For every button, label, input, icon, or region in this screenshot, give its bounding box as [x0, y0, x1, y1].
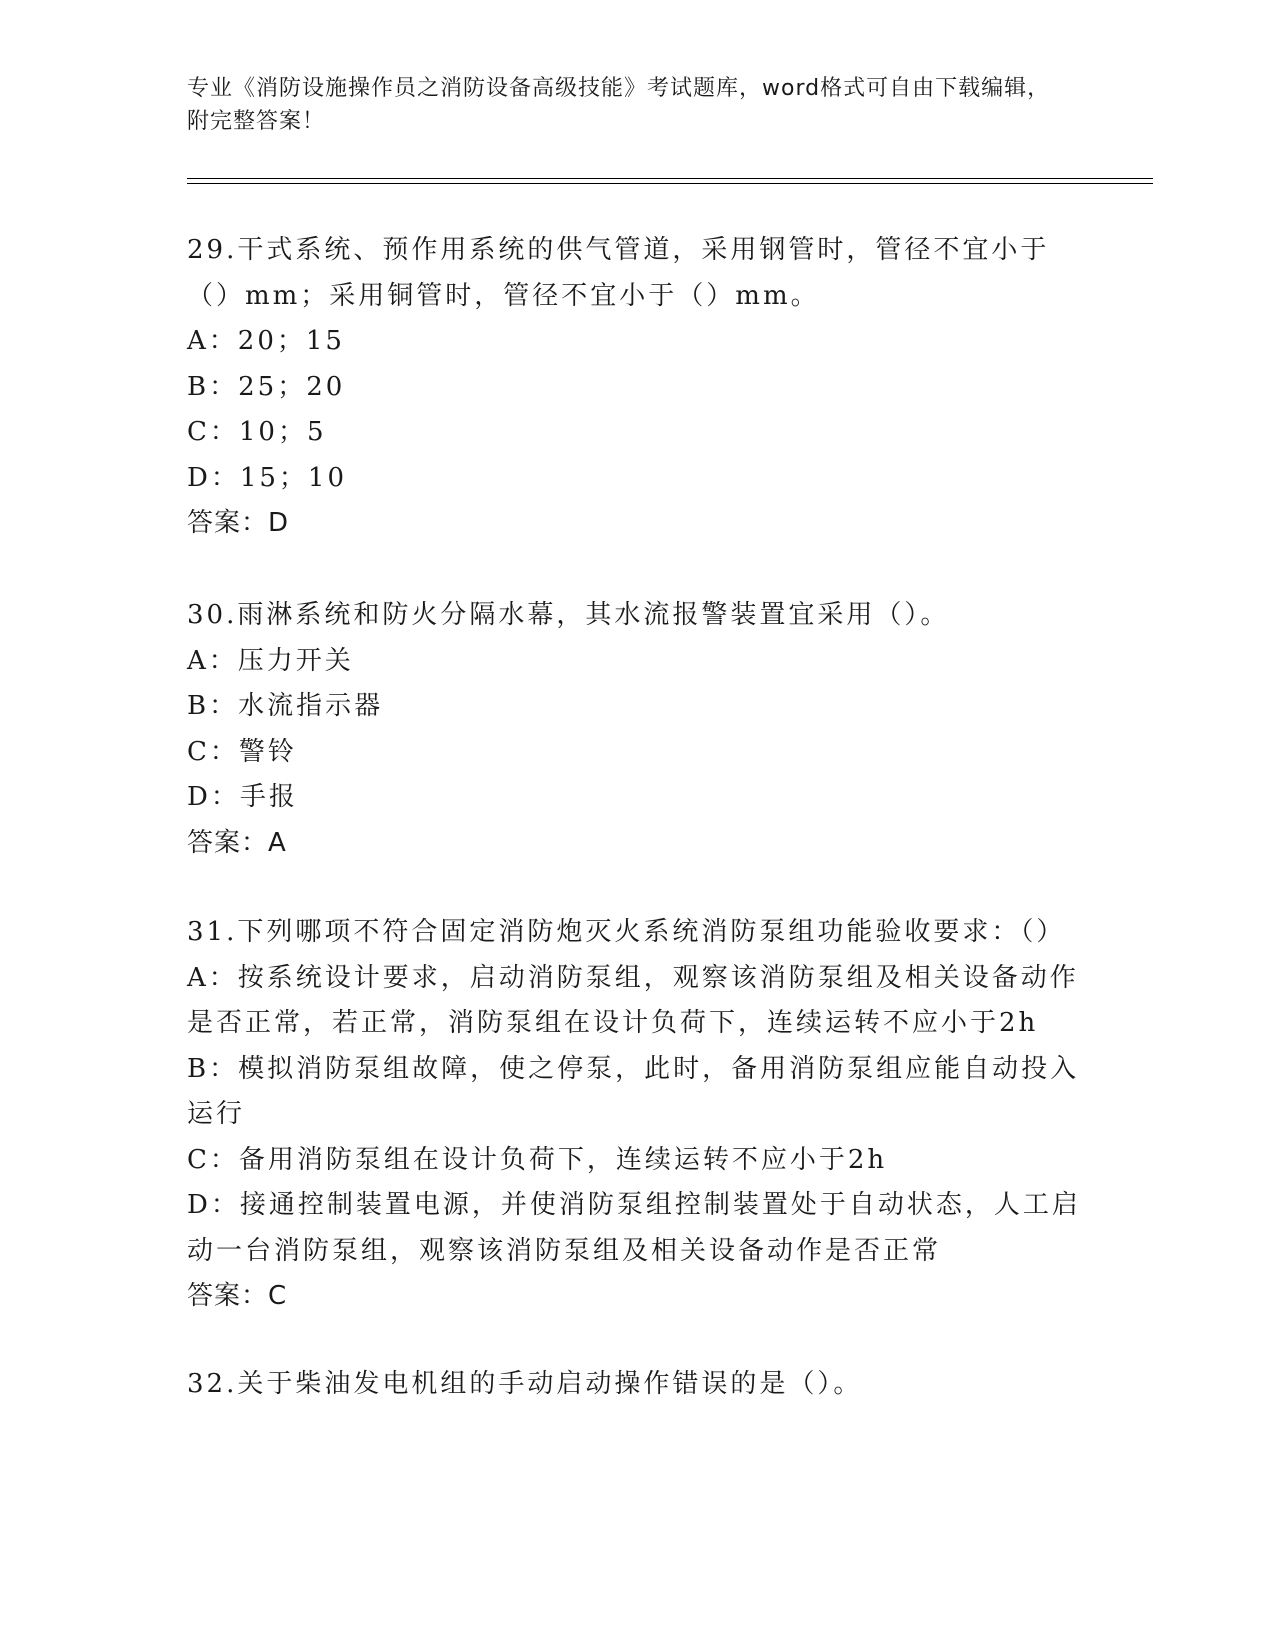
answer-line: 答案：D: [187, 508, 290, 538]
question-29: [187, 228, 1087, 547]
option-b: B：25；20: [187, 371, 346, 402]
answer-line: 答案：A: [187, 827, 287, 858]
document-header: 专业《消防设施操作员之消防设备高级技能》考试题库，word格式可自由下载编辑，附完整答案！: [187, 76, 1051, 134]
option-d: D：15；10: [187, 462, 348, 493]
answer-line: 答案：C: [187, 1281, 288, 1311]
question-stem: 30.雨淋系统和防火分隔水幕，其水流报警装置宜采用（）。: [187, 600, 950, 630]
question-stem: 29.干式系统、预作用系统的供气管道，采用钢管时，管径不宜小于（）mm；采用铜管时，管径不宜小于（）mm。: [187, 235, 1050, 311]
option-c: C：备用消防泵组在设计负荷下，连续运转不应小于2h: [187, 1144, 888, 1175]
option-d: D：接通控制装置电源，并使消防泵组控制装置处于自动状态，人工启动一台消防泵组，观察该消防泵组及相关设备动作是否正常: [187, 1190, 1081, 1266]
option-b: B：水流指示器: [187, 691, 384, 721]
option-a: A：按系统设计要求，启动消防泵组，观察该消防泵组及相关设备动作是否正常，若正常，消防泵组在设计负荷下，连续运转不应小于2h: [187, 962, 1079, 1038]
question-31: [187, 910, 1087, 1320]
option-d: D：手报: [187, 782, 298, 812]
question-32: [187, 1362, 1087, 1408]
option-a: A：20；15: [187, 326, 345, 356]
question-30: [187, 593, 1087, 866]
question-stem: 32.关于柴油发电机组的手动启动操作错误的是（）。: [187, 1369, 863, 1399]
option-c: C：警铃: [187, 736, 297, 767]
header-divider-bottom: [187, 183, 1153, 184]
question-stem: 31.下列哪项不符合固定消防炮灭火系统消防泵组功能验收要求：（）: [187, 917, 1066, 947]
header-divider-top: [187, 178, 1153, 179]
option-a: A：压力开关: [187, 645, 354, 676]
option-b: B：模拟消防泵组故障，使之停泵，此时，备用消防泵组应能自动投入运行: [187, 1053, 1080, 1129]
option-c: C：10；5: [187, 417, 327, 447]
